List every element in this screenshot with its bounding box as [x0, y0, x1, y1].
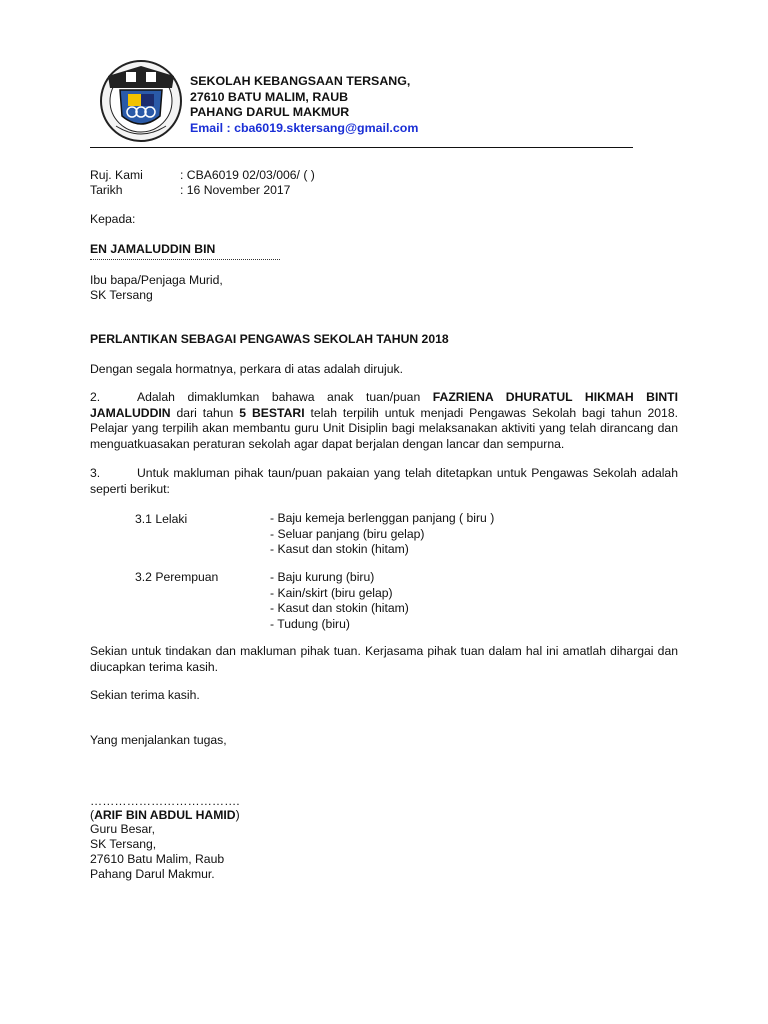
closing-duty: Yang menjalankan tugas, [90, 733, 227, 747]
signatory-school: SK Tersang, [90, 837, 157, 851]
recipient-name: EN JAMALUDDIN BIN [90, 242, 216, 256]
list-item: - Tudung (biru) [270, 616, 350, 631]
female-uniform-label: 3.2 Perempuan [135, 570, 219, 584]
recipient-name-line [90, 259, 280, 260]
list-item: - Kasut dan stokin (hitam) [270, 542, 409, 556]
list-item: - Baju kemeja berlenggan panjang ( biru ) [270, 511, 495, 525]
student-name: FAZRIENA DHURATUL HIKMAH BINTI JAMALUDDIN [90, 390, 678, 420]
male-uniform-label: 3.1 Lelaki [135, 512, 188, 526]
list-item: - Baju kurung (biru) [270, 570, 375, 584]
kepada-label: Kepada: [90, 212, 136, 226]
opening-line: Dengan segala hormatnya, perkara di atas adalah dirujuk. [90, 362, 404, 376]
paragraph-2-text-1: Adalah dimaklumkan bahawa anak tuan/puan [137, 390, 433, 404]
list-item: - Kain/skirt (biru gelap) [270, 585, 393, 600]
ref-value: : CBA6019 02/03/006/ ( ) [180, 168, 315, 182]
male-uniform-list [270, 511, 494, 558]
school-email[interactable]: Email : cba6019.sktersang@gmail.com [190, 120, 419, 135]
signature-dots: ………………………………. [90, 794, 240, 808]
paragraph-3-number: 3. [90, 466, 101, 480]
date-label: Tarikh [90, 183, 123, 197]
school-name: SEKOLAH KEBANGSAAN TERSANG, [190, 74, 411, 88]
signatory-address-2: Pahang Darul Makmur. [90, 867, 215, 881]
list-item: - Seluar panjang (biru gelap) [270, 526, 425, 541]
recipient-line-1: Ibu bapa/Penjaga Murid, [90, 273, 223, 287]
open-paren: ( [90, 808, 95, 822]
subject-heading: PERLANTIKAN SEBAGAI PENGAWAS SEKOLAH TAHUN 2018 [90, 332, 449, 346]
paragraph-3 [90, 466, 678, 497]
signatory-name: ARIF BIN ABDUL HAMID [94, 808, 236, 822]
paragraph-2-number: 2. [90, 390, 101, 404]
closing-paragraph: Sekian untuk tindakan dan makluman pihak tuan. Kerjasama pihak tuan dalam hal ini amatlah dihargai dan diucapkan terima kasih. [90, 644, 678, 674]
signatory-title: Guru Besar, [90, 822, 156, 836]
school-crest-icon [98, 58, 184, 144]
letterhead [190, 74, 418, 136]
signatory-address-1: 27610 Batu Malim, Raub [90, 852, 225, 866]
school-address-1: 27610 BATU MALIM, RAUB [190, 89, 349, 104]
header-divider [90, 147, 633, 148]
closing-thanks: Sekian terima kasih. [90, 688, 200, 702]
paragraph-3-text: Untuk makluman pihak taun/puan pakaian yang telah ditetapkan untuk Pengawas Sekolah adalah seperti berikut: [90, 466, 678, 496]
paragraph-2-text-3: telah terpilih untuk menjadi Pengawas Sekolah bagi tahun 2018. Pelajar yang terpilih akan membantu guru Unit Disiplin bagi melaksanakan aktiviti yang telah dirancang dan menguatkuasakan peraturan sekolah agar dapat berjalan dengan lancar dan sempurna. [90, 405, 678, 451]
paragraph-2-text-2: dari tahun [170, 405, 240, 420]
date-value: : 16 November 2017 [180, 183, 291, 197]
student-class: 5 BESTARI [239, 405, 305, 420]
recipient-line-2: SK Tersang [90, 288, 153, 302]
paragraph-2 [90, 390, 678, 452]
signatory-name-line [90, 808, 240, 823]
female-uniform-list [270, 570, 409, 632]
list-item: - Kasut dan stokin (hitam) [270, 601, 409, 615]
ref-label: Ruj. Kami [90, 168, 143, 182]
school-address-2: PAHANG DARUL MAKMUR [190, 105, 350, 119]
close-paren: ) [235, 808, 240, 822]
